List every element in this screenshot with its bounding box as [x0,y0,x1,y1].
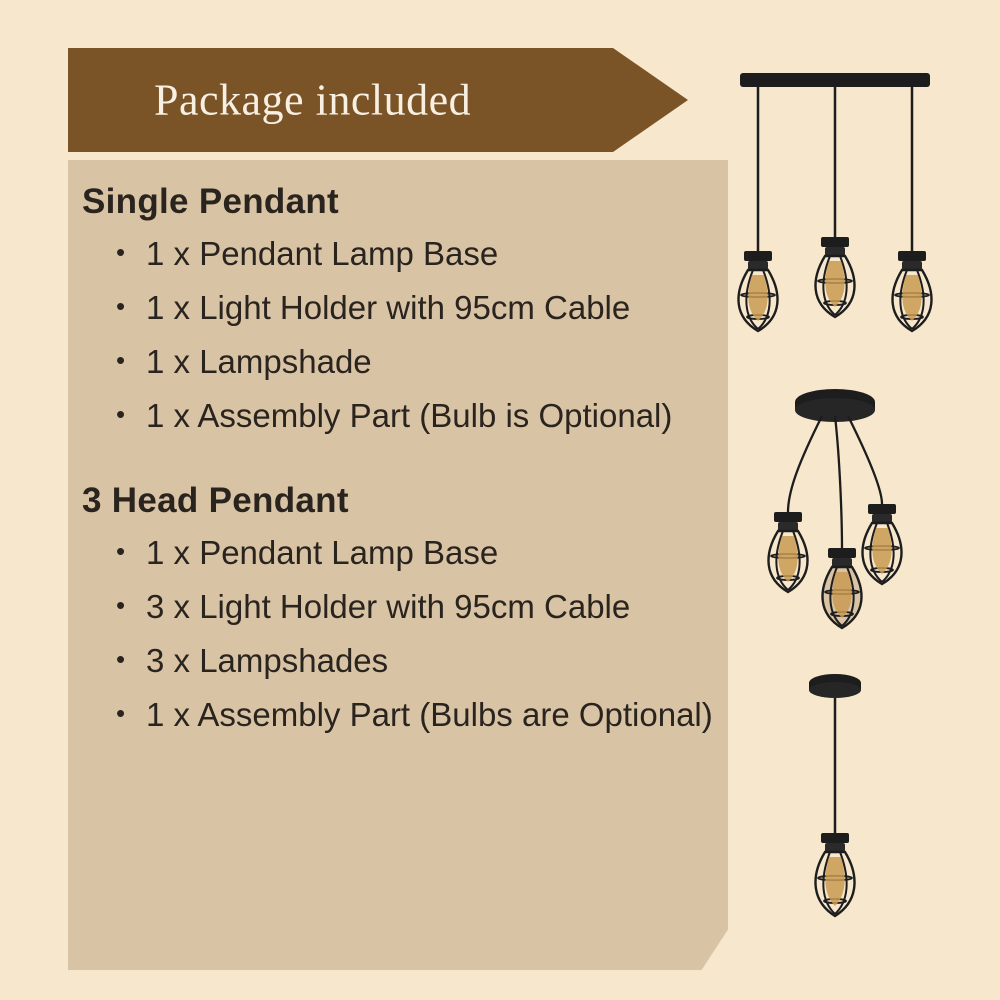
section-title: 3 Head Pendant [82,480,349,520]
linear-3-head-pendant-illustration [730,55,990,355]
package-content [82,178,722,743]
list-item [116,581,722,633]
list-item [116,689,722,741]
linear-3-head-pendant-image [730,55,990,355]
list-item-label: 1 x Pendant Lamp Base [146,533,499,571]
bullet-icon: • [116,535,126,566]
list-item-label: 1 x Lampshade [146,343,372,381]
list-item [116,336,722,388]
banner-title: Package included [154,75,472,125]
section-3-head-pendant [82,481,722,742]
list-item-label: 1 x Assembly Part (Bulbs are Optional) [146,695,713,733]
list-item-label: 1 x Pendant Lamp Base [146,235,499,272]
single-pendant-illustration [730,665,990,955]
product-image-column [730,0,1000,1000]
list-item [116,228,722,280]
single-pendant-image [730,665,990,955]
bullet-icon: • [116,697,126,728]
section-single-pendant [82,182,722,443]
bullet-icon: • [116,291,126,322]
round-3-head-pendant-illustration [730,380,990,660]
bullet-icon: • [116,643,126,674]
item-list [82,527,722,742]
list-item-label: 3 x Light Holder with 95cm Cable [146,587,631,625]
list-item [116,390,722,442]
list-item [116,527,722,579]
list-item-label: 1 x Assembly Part (Bulb is Optional) [146,397,673,435]
bullet-icon: • [116,237,126,267]
list-item-label: 1 x Light Holder with 95cm Cable [146,289,631,327]
bullet-icon: • [116,399,126,430]
list-item [116,635,722,687]
section-title: Single Pendant [82,182,340,221]
banner [68,48,688,152]
item-list [82,228,722,443]
round-3-head-pendant-image [730,380,990,660]
list-item [116,282,722,334]
bullet-icon: • [116,589,126,620]
bullet-icon: • [116,345,126,376]
list-item-label: 3 x Lampshades [146,641,389,679]
